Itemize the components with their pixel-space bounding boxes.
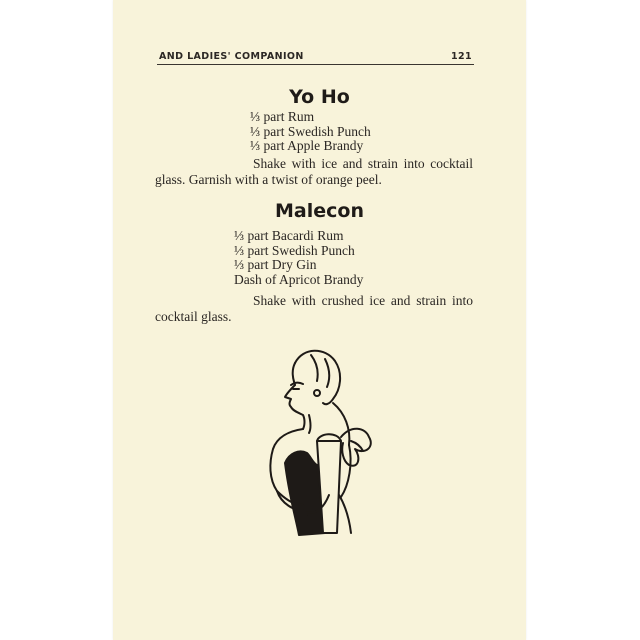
ingredient-list-yo-ho xyxy=(250,110,371,154)
instructions-malecon: Shake with crushed ice and strain into cocktail glass. xyxy=(155,293,473,324)
recipe-title-malecon: Malecon xyxy=(275,200,364,222)
running-header xyxy=(157,50,474,65)
recipe-title-yo-ho: Yo Ho xyxy=(289,86,350,108)
ingredient: ⅓ part Swedish Punch xyxy=(234,242,355,258)
ingredient: Dash of Apricot Brandy xyxy=(234,271,364,287)
header-title: AND LADIES' COMPANION xyxy=(159,51,304,62)
ingredient: ⅓ part Swedish Punch xyxy=(250,123,371,139)
ingredient-list-malecon xyxy=(234,229,363,287)
woman-with-shaker-illustration xyxy=(233,345,403,545)
ingredient: ⅓ part Apple Brandy xyxy=(250,138,364,153)
ingredient: ⅓ part Dry Gin xyxy=(234,257,317,272)
instructions-yo-ho: Shake with ice and strain into cocktail glass. Garnish with a twist of orange peel. xyxy=(155,156,473,187)
ingredient: ⅓ part Bacardi Rum xyxy=(234,228,344,243)
ingredient: ⅓ part Rum xyxy=(250,109,315,124)
page-number: 121 xyxy=(450,51,472,62)
book-page xyxy=(113,0,526,640)
